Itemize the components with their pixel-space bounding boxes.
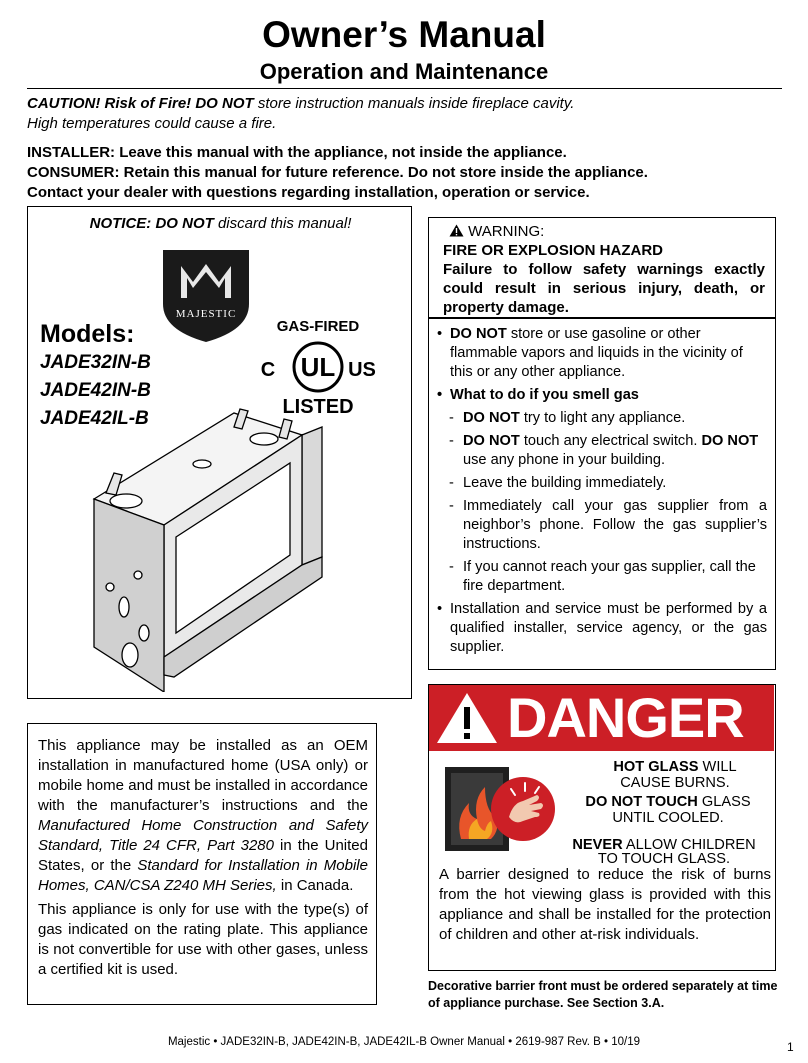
danger-header [429, 685, 774, 751]
oem-standard-us: Manufactured Home Construction and Safety Standard, Title 24 CFR, Part 3280 [38, 817, 368, 854]
list-item-text: use any phone in your building. [463, 452, 666, 468]
warning-box [428, 217, 776, 318]
caution-text-2: High temperatures could cause a fire. [27, 115, 277, 132]
danger-emphasis: NEVER [572, 837, 623, 853]
warning-triangle-icon [449, 224, 464, 237]
models-heading: Models: [40, 320, 135, 348]
ul-listed-mark-icon [258, 315, 378, 415]
notice-lead: NOTICE: DO NOT [89, 215, 214, 232]
fireplace-illustration-icon [84, 407, 334, 692]
list-item [437, 432, 767, 470]
do-not-lead: DO NOT [701, 433, 759, 449]
smell-gas-heading: • What to do if you smell gas [437, 386, 767, 405]
ul-c: C [260, 359, 276, 381]
dealer-note: Contact your dealer with questions regarding installation, operation or service. [27, 184, 590, 201]
notice-body: discard this manual! [213, 215, 352, 232]
list-item-text: touch any electrical switch. [519, 433, 702, 449]
installer-note: INSTALLER: Leave this manual with the appliance, not inside the appliance. [27, 144, 567, 161]
caution-lead: CAUTION! Risk of Fire! DO NOT [27, 95, 254, 112]
danger-text: WILL [698, 759, 737, 775]
danger-text: GLASS [697, 794, 751, 810]
page-footer: Majestic • JADE32IN-B, JADE42IN-B, JADE42IL-B Owner Manual • 2619-987 Rev. B • 10/19 [167, 1036, 641, 1048]
model-item: JADE42IL-B [40, 408, 149, 429]
list-item: - Immediately call your gas supplier from a neighbor’s phone. Follow the gas supplier’s instructions. [437, 497, 767, 554]
danger-box [428, 684, 776, 971]
model-item: JADE42IN-B [40, 380, 151, 401]
oem-standard-ca: Standard for Installation in Mobile Homes, CAN/CSA Z240 MH Series, [38, 857, 368, 894]
danger-emphasis: HOT GLASS [613, 759, 699, 775]
page-number: 1 [787, 1040, 794, 1054]
list-item-text: store or use gasoline or other flammable vapors and liquids in the vicinity of this or any other appliance. [450, 326, 743, 380]
caution-notice [27, 94, 787, 134]
page-subtitle: Operation and Maintenance [259, 59, 549, 84]
barrier-statement: A barrier designed to reduce the risk of burns from the hot viewing glass is provided with this appliance and shall be installed for the protection of children and other at-risk individuals. [439, 866, 771, 943]
ul-text: UL [300, 352, 336, 382]
page-title: Owner’s Manual [262, 14, 546, 55]
warning-title: WARNING: [468, 223, 545, 240]
danger-text: ALLOW CHILDREN [622, 837, 756, 853]
header-divider [27, 88, 782, 89]
danger-line-1 [580, 759, 770, 775]
majestic-logo-icon [159, 246, 253, 344]
hazard-triangle-icon [435, 691, 499, 745]
list-item: - If you cannot reach your gas supplier, call the fire department. [437, 558, 767, 596]
list-item-text: try to light any appliance. [519, 410, 686, 426]
list-item: • Installation and service must be performed by a qualified installer, service agency, or the gas supplier. [437, 600, 767, 657]
oem-text: in Canada. [276, 877, 354, 894]
danger-emphasis: DO NOT TOUCH [585, 794, 698, 810]
do-not-lead: DO NOT [463, 433, 520, 449]
danger-line-1b: CAUSE BURNS. [620, 775, 730, 791]
decorative-barrier-note: Decorative barrier front must be ordered separately at time of appliance purchase. See Section 3.A. [428, 979, 778, 1010]
oem-text: This appliance may be installed as an OEM installation in manufactured home (USA only) or mobile home and must be installed in accordance with the manufacturer’s instructions and the [38, 737, 368, 814]
notice-text [28, 215, 413, 232]
list-item [437, 325, 767, 382]
model-item: JADE32IN-B [40, 352, 151, 373]
ul-gas-fired: GAS-FIRED [276, 318, 360, 335]
ul-us: US [348, 359, 376, 381]
ul-listed: LISTED [282, 396, 354, 415]
gas-safety-list [428, 318, 776, 670]
list-item [437, 409, 767, 428]
hot-glass-hand-icon [439, 759, 559, 859]
oem-installation-box [27, 723, 377, 1005]
do-not-lead: DO NOT [450, 326, 507, 342]
danger-line-3b: TO TOUCH GLASS. [597, 851, 731, 867]
logo-brand-text: MAJESTIC [175, 308, 237, 320]
warning-body: Failure to follow safety warnings exactly could result in serious injury, death, or property damage. [443, 261, 765, 316]
do-not-lead: DO NOT [463, 410, 520, 426]
oem-paragraph-2: This appliance is only for use with the type(s) of gas indicated on the rating plate. This appliance is not convertible for use with other gases, unless a certified kit is used. [38, 901, 368, 978]
installer-consumer-notes [27, 143, 787, 203]
cover-box [27, 206, 412, 699]
danger-line-2b: UNTIL COOLED. [612, 810, 724, 826]
danger-line-2 [566, 794, 770, 810]
oem-paragraph-1 [38, 736, 368, 896]
caution-text: store instruction manuals inside fireplace cavity. [253, 95, 575, 112]
danger-word: DANGER [507, 686, 744, 749]
list-item: - Leave the building immediately. [437, 474, 767, 493]
consumer-note: CONSUMER: Retain this manual for future reference. Do not store inside the appliance. [27, 164, 648, 181]
oem-text: in the United States, or the [38, 837, 368, 874]
warning-hazard: FIRE OR EXPLOSION HAZARD [443, 242, 664, 259]
